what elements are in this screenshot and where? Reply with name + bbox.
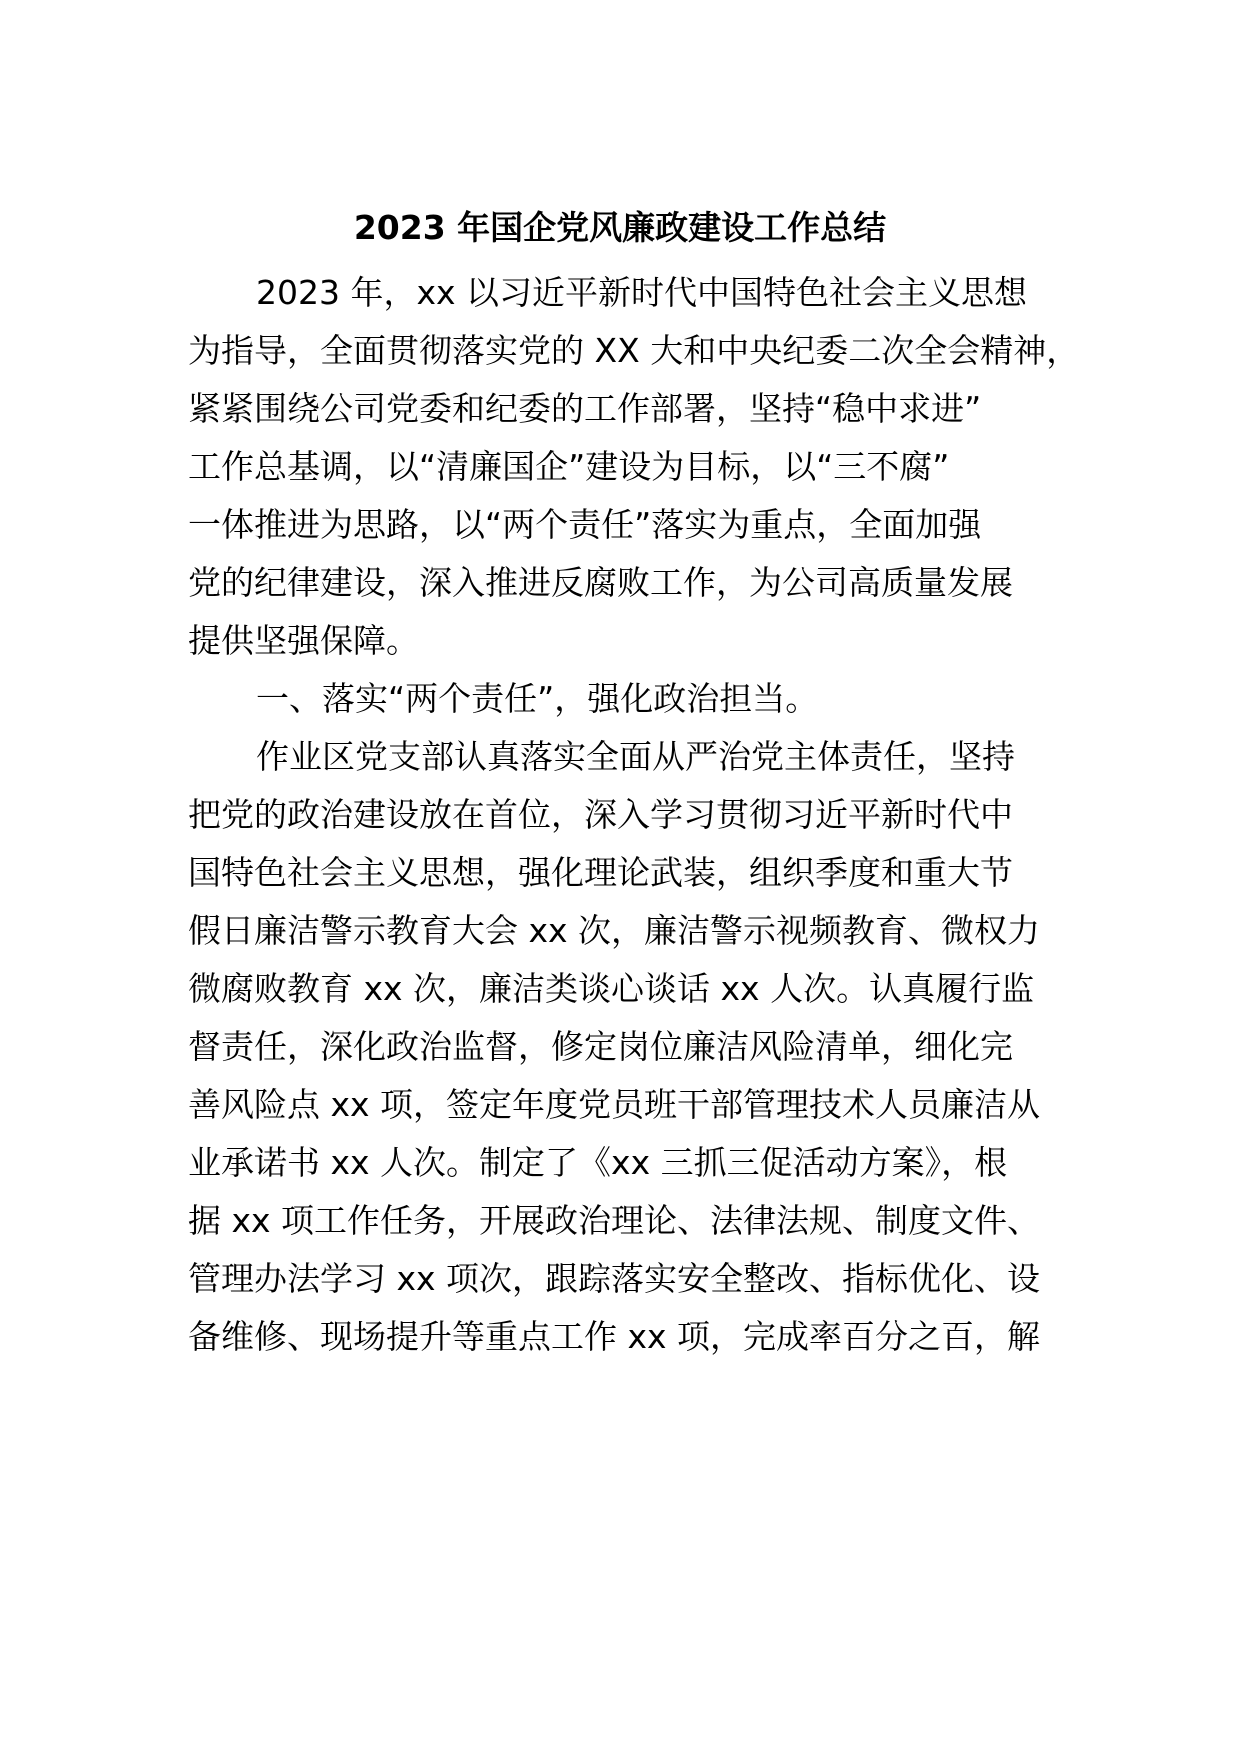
body-line: 工作总基调，以“清廉国企”建设为目标，以“三不腐” [188, 447, 950, 486]
document-title: 2023 年国企党风廉政建设工作总结 [353, 208, 887, 247]
body-line: 紧紧围绕公司党委和纪委的工作部署，坚持“稳中求进” [188, 389, 982, 428]
body-line: 2023 年，xx 以习近平新时代中国特色社会主义思想 [256, 273, 1028, 312]
body-line: 管理办法学习 xx 项次，跟踪落实安全整改、指标优化、设 [188, 1259, 1041, 1298]
body-line: 党的纪律建设，深入推进反腐败工作，为公司高质量发展 [188, 563, 1013, 602]
body-line: 提供坚强保障。 [188, 621, 419, 660]
body-line: 把党的政治建设放在首位，深入学习贯彻习近平新时代中 [188, 795, 1013, 834]
body-line: 善风险点 xx 项，签定年度党员班干部管理技术人员廉洁从 [188, 1085, 1041, 1124]
body-line: 据 xx 项工作任务，开展政治理论、法律法规、制度文件、 [188, 1201, 1041, 1240]
body-line: 国特色社会主义思想，强化理论武装，组织季度和重大节 [188, 853, 1013, 892]
body-line: 微腐败教育 xx 次，廉洁类谈心谈话 xx 人次。认真履行监 [188, 969, 1035, 1008]
body-line: 备维修、现场提升等重点工作 xx 项，完成率百分之百，解 [188, 1317, 1041, 1356]
body-line: 作业区党支部认真落实全面从严治党主体责任，坚持 [256, 737, 1015, 776]
body-line: 业承诺书 xx 人次。制定了《xx 三抓三促活动方案》，根 [188, 1143, 1008, 1182]
section-heading: 一、落实“两个责任”，强化政治担当。 [256, 679, 819, 718]
body-line: 为指导，全面贯彻落实党的 XX 大和中央纪委二次全会精神， [188, 331, 1080, 370]
body-line: 假日廉洁警示教育大会 xx 次，廉洁警示视频教育、微权力 [188, 911, 1041, 950]
body-line: 一体推进为思路，以“两个责任”落实为重点，全面加强 [188, 505, 982, 544]
body-line: 督责任，深化政治监督，修定岗位廉洁风险清单，细化完 [188, 1027, 1013, 1066]
